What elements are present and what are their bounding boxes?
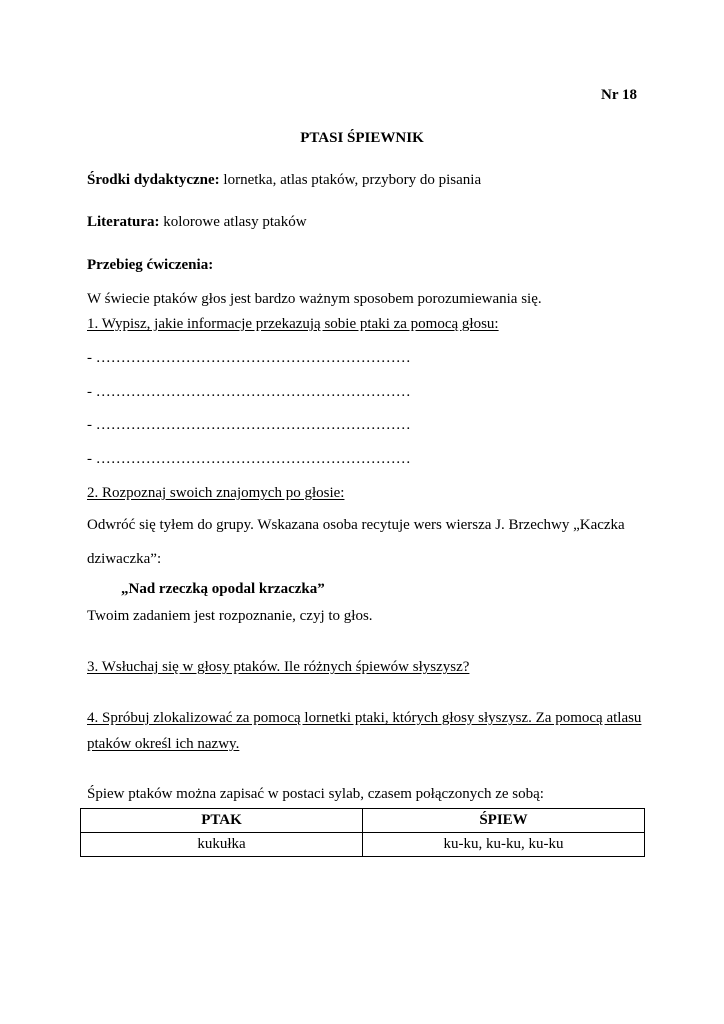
bird-song-table — [80, 808, 645, 857]
document-title: PTASI ŚPIEWNIK — [300, 130, 424, 146]
document-number: Nr 18 — [601, 87, 637, 103]
materials-text: lornetka, atlas ptaków, przybory do pisania — [219, 172, 482, 188]
literature-label: Literatura: — [87, 214, 160, 230]
procedure-label: Przebieg ćwiczenia: — [87, 257, 214, 273]
answer-blank-1: - ……………………………………………………… — [87, 350, 411, 366]
task4-line-1: 4. Spróbuj zlokalizować za pomocą lornetki ptaki, których głosy słyszysz. Za pomocą atlasu — [87, 710, 642, 726]
song-intro: Śpiew ptaków można zapisać w postaci sylab, czasem połączonych ze sobą: — [87, 786, 544, 802]
task2-instruction-2: dziwaczka”: — [87, 551, 162, 567]
header-song: ŚPIEW — [363, 809, 645, 833]
answer-blank-4: - ……………………………………………………… — [87, 451, 411, 467]
materials-line — [87, 171, 481, 189]
cell-song: ku-ku, ku-ku, ku-ku — [363, 833, 645, 857]
literature-text: kolorowe atlasy ptaków — [159, 214, 307, 230]
header-bird: PTAK — [81, 809, 363, 833]
task2-instruction-3: Twoim zadaniem jest rozpoznanie, czyj to głos. — [87, 608, 373, 624]
answer-blank-2: - ……………………………………………………… — [87, 384, 411, 400]
table-row — [81, 833, 645, 857]
materials-label: Środki dydaktyczne: — [87, 172, 220, 188]
task2-instruction-1: Odwróć się tyłem do grupy. Wskazana osoba recytuje wers wiersza J. Brzechwy „Kaczka — [87, 517, 625, 533]
task2-title: 2. Rozpoznaj swoich znajomych po głosie: — [87, 485, 345, 501]
cell-bird: kukułka — [81, 833, 363, 857]
poem-quote: „Nad rzeczką opodal krzaczka” — [121, 581, 325, 597]
task3-title: 3. Wsłuchaj się w głosy ptaków. Ile różnych śpiewów słyszysz? — [87, 659, 470, 675]
literature-line — [87, 213, 307, 231]
table-header-row — [81, 809, 645, 833]
task4-line-2: ptaków określ ich nazwy. — [87, 736, 240, 752]
answer-blank-3: - ……………………………………………………… — [87, 417, 411, 433]
intro-text: W świecie ptaków głos jest bardzo ważnym sposobem porozumiewania się. — [87, 291, 542, 307]
task1-title: 1. Wypisz, jakie informacje przekazują sobie ptaki za pomocą głosu: — [87, 316, 499, 332]
